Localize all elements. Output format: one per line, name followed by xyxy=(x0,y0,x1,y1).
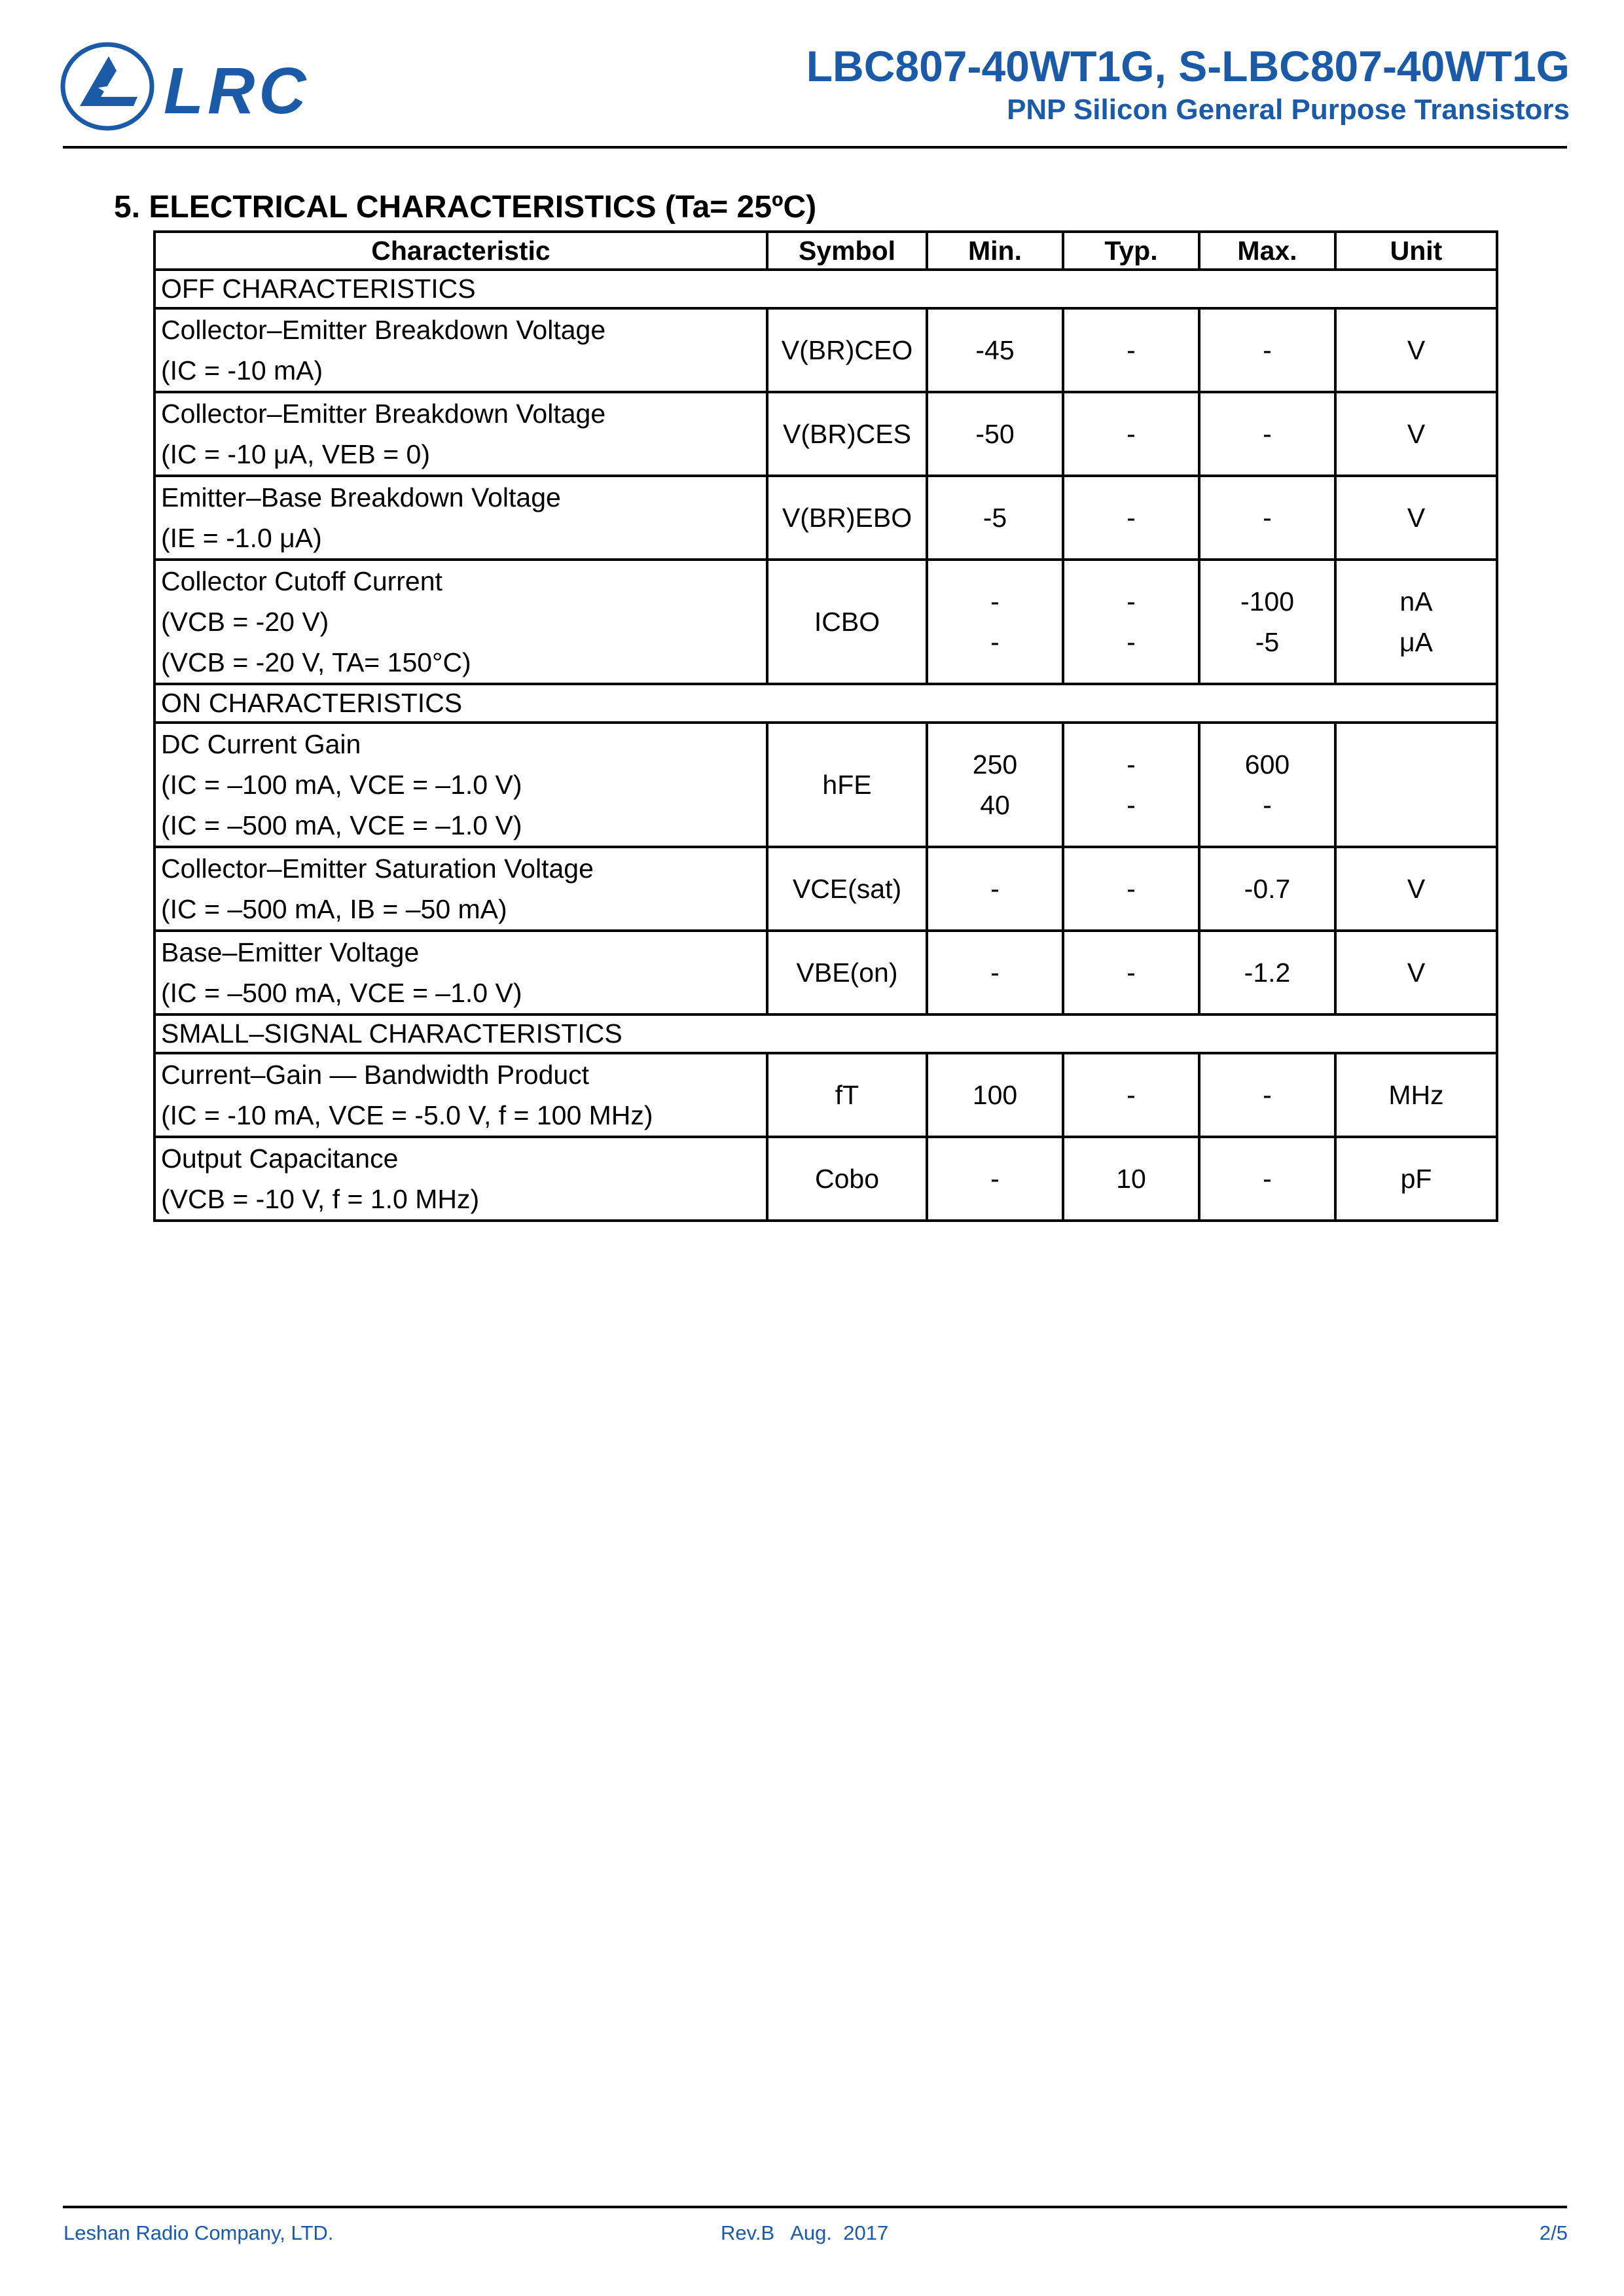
min-cell: -5 xyxy=(927,476,1063,560)
unit-cell: V xyxy=(1335,308,1497,392)
small-signal-characteristics-heading: SMALL–SIGNAL CHARACTERISTICS xyxy=(154,1014,1497,1053)
unit-cell: V xyxy=(1335,847,1497,931)
symbol-cell: V(BR)EBO xyxy=(767,476,927,560)
characteristic-cell: Base–Emitter Voltage (IC = –500 mA, VCE = –1.0 V) xyxy=(154,931,767,1014)
section-title: 5. ELECTRICAL CHARACTERISTICS (Ta= 25ºC) xyxy=(114,190,817,224)
min-cell: -45 xyxy=(927,308,1063,392)
typ-cell: - - xyxy=(1063,560,1199,684)
min-cell: - xyxy=(927,931,1063,1014)
max-cell: - xyxy=(1199,392,1335,476)
document-title: LBC807-40WT1G, S-LBC807-40WT1G xyxy=(806,42,1570,90)
table-row xyxy=(154,1053,1497,1137)
min-cell: 250 40 xyxy=(927,723,1063,847)
typ-cell: - - xyxy=(1063,723,1199,847)
unit-cell: nA μA xyxy=(1335,560,1497,684)
min-cell: 100 xyxy=(927,1053,1063,1137)
unit-cell: V xyxy=(1335,476,1497,560)
symbol-cell: Cobo xyxy=(767,1137,927,1221)
unit-cell xyxy=(1335,723,1497,847)
header-symbol: Symbol xyxy=(767,232,927,270)
lrc-logo xyxy=(60,38,322,136)
off-characteristics-heading: OFF CHARACTERISTICS xyxy=(154,270,1497,308)
footer-divider xyxy=(63,2206,1567,2208)
footer-company: Leshan Radio Company, LTD. xyxy=(63,2221,334,2244)
typ-cell: - xyxy=(1063,847,1199,931)
table-row xyxy=(154,1137,1497,1221)
electrical-characteristics-table xyxy=(153,230,1498,1222)
symbol-cell: V(BR)CES xyxy=(767,392,927,476)
table-row xyxy=(154,931,1497,1014)
table-row xyxy=(154,392,1497,476)
characteristic-cell: Emitter–Base Breakdown Voltage (IE = -1.0 μA) xyxy=(154,476,767,560)
unit-cell: MHz xyxy=(1335,1053,1497,1137)
header-divider xyxy=(63,146,1567,149)
document-subtitle: PNP Silicon General Purpose Transistors xyxy=(1007,94,1570,126)
characteristic-cell: Collector Cutoff Current (VCB = -20 V) (VCB = -20 V, TA= 150°C) xyxy=(154,560,767,684)
table-row xyxy=(154,308,1497,392)
footer-page-number: 2/5 xyxy=(1539,2221,1568,2244)
table-row xyxy=(154,560,1497,684)
typ-cell: - xyxy=(1063,308,1199,392)
unit-cell: V xyxy=(1335,392,1497,476)
max-cell: 600 - xyxy=(1199,723,1335,847)
min-cell: - xyxy=(927,847,1063,931)
min-cell: - xyxy=(927,1137,1063,1221)
max-cell: -100 -5 xyxy=(1199,560,1335,684)
header-characteristic: Characteristic xyxy=(154,232,767,270)
typ-cell: 10 xyxy=(1063,1137,1199,1221)
symbol-cell: V(BR)CEO xyxy=(767,308,927,392)
max-cell: - xyxy=(1199,476,1335,560)
characteristic-cell: Collector–Emitter Saturation Voltage (IC = –500 mA, IB = –50 mA) xyxy=(154,847,767,931)
section-row xyxy=(154,270,1497,308)
typ-cell: - xyxy=(1063,931,1199,1014)
characteristic-cell: Collector–Emitter Breakdown Voltage (IC = -10 μA, VEB = 0) xyxy=(154,392,767,476)
typ-cell: - xyxy=(1063,392,1199,476)
max-cell: - xyxy=(1199,308,1335,392)
logo-text: LRC xyxy=(164,54,310,128)
characteristic-cell: Collector–Emitter Breakdown Voltage (IC = -10 mA) xyxy=(154,308,767,392)
unit-cell: V xyxy=(1335,931,1497,1014)
logo-mark-icon xyxy=(80,56,137,106)
symbol-cell: hFE xyxy=(767,723,927,847)
max-cell: - xyxy=(1199,1137,1335,1221)
max-cell: -0.7 xyxy=(1199,847,1335,931)
symbol-cell: VCE(sat) xyxy=(767,847,927,931)
table-row xyxy=(154,723,1497,847)
typ-cell: - xyxy=(1063,476,1199,560)
typ-cell: - xyxy=(1063,1053,1199,1137)
max-cell: - xyxy=(1199,1053,1335,1137)
symbol-cell: fT xyxy=(767,1053,927,1137)
unit-cell: pF xyxy=(1335,1137,1497,1221)
max-cell: -1.2 xyxy=(1199,931,1335,1014)
min-cell: -50 xyxy=(927,392,1063,476)
on-characteristics-heading: ON CHARACTERISTICS xyxy=(154,684,1497,723)
symbol-cell: ICBO xyxy=(767,560,927,684)
characteristic-cell: Output Capacitance (VCB = -10 V, f = 1.0 MHz) xyxy=(154,1137,767,1221)
characteristic-cell: DC Current Gain (IC = –100 mA, VCE = –1.0 V) (IC = –500 mA, VCE = –1.0 V) xyxy=(154,723,767,847)
section-row xyxy=(154,684,1497,723)
characteristic-cell: Current–Gain — Bandwidth Product (IC = -10 mA, VCE = -5.0 V, f = 100 MHz) xyxy=(154,1053,767,1137)
table-row xyxy=(154,476,1497,560)
table-row xyxy=(154,847,1497,931)
header-min: Min. xyxy=(927,232,1063,270)
section-row xyxy=(154,1014,1497,1053)
symbol-cell: VBE(on) xyxy=(767,931,927,1014)
header-max: Max. xyxy=(1199,232,1335,270)
header-typ: Typ. xyxy=(1063,232,1199,270)
header-unit: Unit xyxy=(1335,232,1497,270)
footer-revision: Rev.B Aug. 2017 xyxy=(721,2221,889,2244)
table-header-row xyxy=(154,232,1497,270)
min-cell: - - xyxy=(927,560,1063,684)
